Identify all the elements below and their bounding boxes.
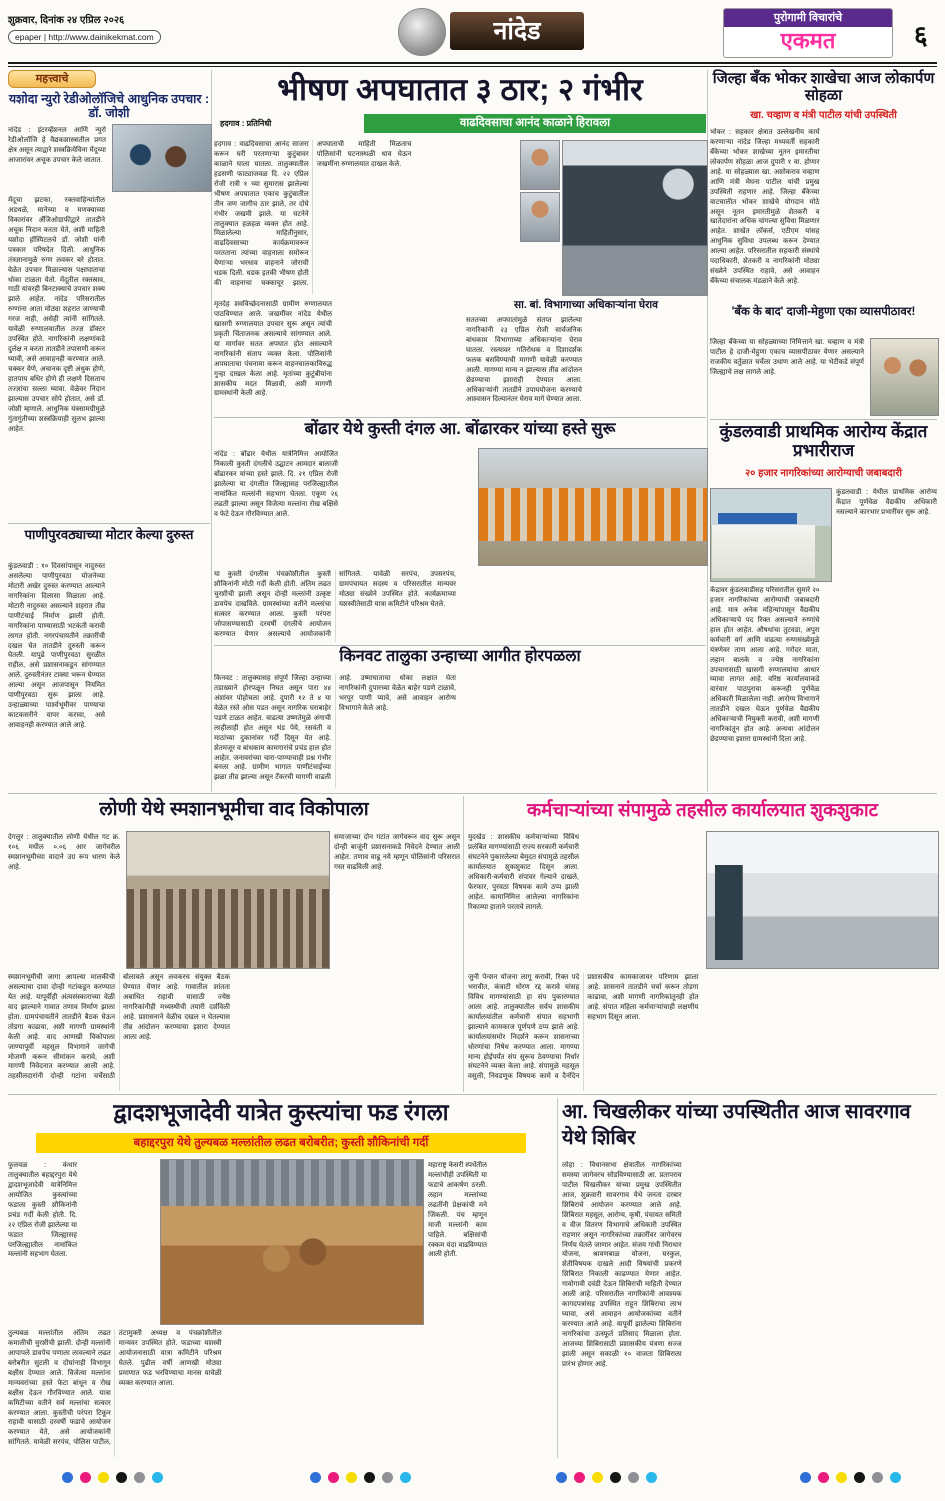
page-number: ६ — [914, 20, 928, 50]
registration-dots — [800, 1472, 901, 1483]
color-dot — [610, 1472, 621, 1483]
color-dot — [382, 1472, 393, 1483]
article-loni-dispute[interactable] — [8, 795, 460, 1093]
bank-subhead: खा. चव्हाण व मंत्री पाटील यांची उपस्थिती — [750, 110, 897, 121]
article-kinwat-heat[interactable] — [214, 648, 706, 790]
color-dot — [628, 1472, 639, 1483]
article-body: महाराष्ट्र केसरी स्पर्धेतील मल्लांचीही उपस्थिती या फडाचे आकर्षण ठरली. लहान मल्लांच्या लढतींनी प्रेक्षकांची मने जिंकली. पंच म्हणून माजी मल्लांनी काम पाहिले. बक्षिसांची रक्कम यंदा वाढविण्यात आली होती. — [428, 1162, 487, 1259]
article-body: कुंडलवाडी : १० दिवसांपासून नादुरुस्त असलेल्या पाणीपुरवठा योजनेच्या मोटारी अखेर दुरुस्त करण्यात आल्याने नागरिकांना दिलासा मिळाला आहे. मोटारी नादुरुस्त असल्याने शहरात तीव्र पाणीटंचाई निर्माण झाली होती. नागरिकांना पाण्यासाठी भटकंती करावी लागत होती. नगरपंचायतीने तक्रारींची दखल घेत तातडीने दुरुस्ती करून घेतली. यापुढे पाणीपुरवठा सुरळीत राहील, असे प्रशासनाकडून सांगण्यात आले. दुरुस्तीनंतर टाक्या भरून घेण्यात आल्या असून आजपासून नियमित पाणीपुरवठा सुरू झाला आहे. उन्हाळ्याच्या पार्श्वभूमीवर पाण्याचा काटकसरीने वापर करावा, असे आवाहनही करण्यात आले आहे. — [8, 563, 105, 729]
lead-headline: भीषण अपघातात ३ ठार; २ गंभीर — [277, 72, 643, 107]
color-dot — [800, 1472, 811, 1483]
brand-box — [723, 8, 893, 58]
masthead-city: नांदेड — [450, 12, 584, 50]
article-accident-lead[interactable] — [214, 72, 706, 416]
lead-dateline: हदगाव : प्रतिनिधी — [220, 119, 272, 128]
camp-headline: आ. चिखलीकर यांच्या उपस्थितीत आज सावरगाव येथे शिबिर — [562, 1101, 911, 1149]
kinwat-headline: किनवट तालुका उन्हाच्या आगीत होरपळला — [339, 648, 581, 665]
motor-headline: पाणीपुरवठ्याच्या मोटार केल्या दुरुस्त — [24, 527, 194, 542]
color-dot — [310, 1472, 321, 1483]
color-dot — [890, 1472, 901, 1483]
health-centre-photo — [710, 488, 832, 582]
bank-sub-headline: 'बँक के बाद' दाजी-मेहुणा एका व्यासपीठावर! — [731, 306, 916, 318]
row-rule — [214, 417, 706, 418]
doctor-press-photo — [112, 124, 212, 192]
date-line: शुक्रवार, दिनांक २४ एप्रिल २०२६ — [8, 15, 125, 26]
article-body: नांदेड : इंटरव्हेंशनल आणि न्युरो रेडीओलॉजि हे वैद्यकशास्त्रातील प्रगत क्षेत्र असून त्याद्वारे शस्त्रक्रियेविना मेंदूच्या आजारांवर अचूक उपचार केले जातात. — [8, 127, 106, 164]
gherao-inset-headline: सा. बां. विभागाच्या अधिकाऱ्यांना घेराव — [514, 299, 658, 311]
article-tehsil-strike[interactable] — [468, 795, 937, 1093]
color-dot — [328, 1472, 339, 1483]
article-health-centre[interactable] — [710, 422, 937, 790]
article-body: सततच्या अपघातांमुळे संतप्त झालेल्या नागरिकांनी २३ एप्रिल रोजी सार्वजनिक बांधकाम विभागाच्या अधिकाऱ्यांना घेराव घातला. रस्त्यावर गतिरोधक व दिशादर्शक फलक बसविण्याची मागणी यावेळी करण्यात आली. मागण्या मान्य न झाल्यास तीव्र आंदोलन छेडण्याचा इशाराही देण्यात आला. अधिकाऱ्यांनी तातडीने उपाययोजना करण्याचे आश्वासन दिल्यानंतर घेराव मागे घेण्यात आला. — [466, 316, 582, 404]
bank-headline: जिल्हा बँक भोकर शाखेचा आज लोकार्पण सोहळा — [712, 70, 935, 105]
header-rule — [8, 62, 937, 67]
color-dot — [574, 1472, 585, 1483]
yatra-headline: द्वादशभूजादेवी यात्रेत कुस्त्यांचा फड रंगला — [113, 1099, 449, 1125]
color-dot — [400, 1472, 411, 1483]
color-dot — [854, 1472, 865, 1483]
color-dot — [346, 1472, 357, 1483]
kusti-opening-photo — [478, 448, 708, 566]
article-body: तुल्यबळ मल्लांतील अंतिम लढत कमालीची चुरशीची झाली. दोन्ही मल्लांनी आपापले डावपेच पणाला लावल्याने लढत बरोबरीत सुटली व दोघांनाही विभागून बक्षीस देण्यात आले. विजेत्या मल्लांना मान्यवरांच्या हस्ते फेटा बांधून व रोख बक्षीस देऊन गौरविण्यात आले. यात्रा कमिटीच्या वतीने सर्व मल्लांचा सत्कार करण्यात आला. कुस्तीची परंपरा टिकून राहावी यासाठी दरवर्षी फडाचे आयोजन करण्यात येते, असे आयोजकांनी सांगितले. यावेळी सरपंच, पोलिस पाटील, तंटामुक्ती अध्यक्ष व पंचक्रोशीतील मान्यवर उपस्थित होते. फडाच्या यशस्वी आयोजनासाठी यात्रा कमिटीने परिश्रम घेतले. पुढील वर्षी आणखी मोठ्या प्रमाणात फड भरविण्याचा मानस यावेळी व्यक्त करण्यात आला. — [8, 1330, 222, 1447]
color-dot — [134, 1472, 145, 1483]
bank-guests-photo — [870, 338, 939, 416]
color-dot — [80, 1472, 91, 1483]
row-rule — [8, 523, 210, 524]
article-savargaon-camp[interactable] — [562, 1097, 937, 1459]
color-dot — [98, 1472, 109, 1483]
article-yatra-wrestling[interactable] — [8, 1097, 554, 1459]
color-dot — [818, 1472, 829, 1483]
color-dot — [116, 1472, 127, 1483]
row-rule — [214, 645, 706, 646]
yashoda-headline: यशोदा न्युरो रेडीओलॉजिचे आधुनिक उपचार : डॉ. जोशी — [8, 92, 210, 121]
article-water-motor[interactable] — [8, 528, 210, 790]
lead-kicker: वाढदिवसाचा आनंद काळाने हिरावला — [364, 114, 706, 133]
color-dot — [872, 1472, 883, 1483]
article-bank-inauguration[interactable] — [710, 70, 937, 418]
color-dot — [152, 1472, 163, 1483]
brand-tagline: पुरोगामी विचारांचे — [724, 9, 892, 27]
column-rule — [557, 1098, 558, 1458]
article-body: केंद्रावर कुंडलवाडीसह परिसरातील सुमारे २० हजार नागरिकांच्या आरोग्याची जबाबदारी आहे. मात्र अनेक महिन्यांपासून वैद्यकीय अधिकाऱ्याचे पद रिक्त असल्याने रुग्णांचे हाल होत आहेत. औषधांचा तुटवडा, अपुरा कर्मचारी वर्ग आणि वाढत्या रुग्णसंख्येमुळे यंत्रणेवर ताण आला आहे. गरोदर माता, लहान बालके व ज्येष्ठ नागरिकांना उपचारासाठी खासगी रुग्णालयांचा आधार घ्यावा लागत आहे. वरिष्ठ कार्यालयाकडे वारंवार पाठपुरावा करूनही पूर्णवेळ अधिकारी मिळालेला नाही. आरोग्य विभागाने तातडीने दखल घेऊन पूर्णवेळ वैद्यकीय अधिकाऱ्याची नियुक्ती करावी, अशी मागणी नागरिकांतून होत आहे. अन्यथा आंदोलन छेडण्याचा इशारा ग्रामस्थांनी दिला आहे. — [710, 587, 820, 744]
article-body: कुंडलवाडी : येथील प्राथमिक आरोग्य केंद्रात पूर्णवेळ वैद्यकीय अधिकारी नसल्याने कारभार प्रभारींवर सुरू आहे. — [836, 489, 937, 516]
article-body: स्मशानभूमीची जागा आपल्या मालकीची असल्याचा दावा दोन्ही गटांकडून करण्यात येत आहे. यापूर्वीही अंत्यसंस्काराच्या वेळी वाद झाल्याने गावात तणाव निर्माण झाला होता. ग्रामपंचायतीने तातडीने बैठक घेऊन तोडगा काढावा, अशी मागणी ग्रामस्थांनी केली आहे. वाद आणखी विकोपाला जाण्यापूर्वी महसूल विभागाने जागेची मोजणी करून सीमांकन करावे, अशी मागणी निवेदनात करण्यात आली आहे. तहसीलदारांनी दोन्ही गटांना चर्चेसाठी बोलावले असून लवकरच संयुक्त बैठक घेण्यात येणार आहे. गावातील शांतता अबाधित राहावी यासाठी ज्येष्ठ नागरिकांनीही मध्यस्थीची तयारी दर्शविली आहे. प्रशासनाने वेळीच दखल न घेतल्यास तीव्र आंदोलन करण्याचा इशारा देण्यात आला आहे. — [8, 974, 230, 1081]
row-rule — [8, 793, 937, 794]
row-rule — [710, 419, 937, 420]
article-body: फुलवळ : कंधार तालुक्यातील बहाद्दरपुरा येथे द्वादशभूजादेवी यात्रेनिमित्त आयोजित कुस्त्यांच्या फडाला कुस्ती शौकिनांनी प्रचंड गर्दी केली होती. दि. २२ एप्रिल रोजी झालेल्या या फडात जिल्ह्यासह परजिल्ह्यातील नामांकित मल्लांनी सहभाग घेतला. — [8, 1162, 77, 1259]
article-yashoda-neuro[interactable] — [8, 70, 210, 522]
yatra-kicker: बहाद्दरपुरा येथे तुल्यबळ मल्लांतील लढत बरोबरीत; कुस्ती शौकिनांची गर्दी — [36, 1133, 526, 1153]
row-rule — [8, 1094, 937, 1095]
loni-crowd-photo — [126, 831, 330, 969]
article-body: नांदेड : बोंढार येथील यात्रेनिमित्त आयोजित निकाली कुस्ती दंगलीचे उद्घाटन आमदार बालाजी बोंढारकर यांच्या हस्ते झाले. दि. २१ एप्रिल रोजी झालेल्या या दंगलीत जिल्ह्यासह परजिल्ह्यातील नामांकित मल्लांनी सहभाग घेतला. एकूण २६ लढती झाल्या असून विजेत्या मल्लांना रोख बक्षिसे व फेटे देऊन गौरविण्यात आले. — [214, 451, 338, 518]
health-headline: कुंडलवाडी प्राथमिक आरोग्य केंद्रात प्रभारीराज — [719, 422, 928, 461]
color-dot — [646, 1472, 657, 1483]
color-dot — [364, 1472, 375, 1483]
gherao-inset — [466, 300, 706, 416]
article-body: हदगाव : वाढदिवसाचा आनंद साजरा करून घरी परतणाऱ्या कुटुंबावर काळाने घाला घातला. तालुक्यातील हडसणी फाट्याजवळ दि. २२ एप्रिल रोजी रात्री १ च्या सुमारास झालेल्या भीषण अपघातात एकाच कुटुंबातील तीन जण जागीच ठार झाले, तर दोघे गंभीर जखमी झाले. या घटनेने तालुक्यात हळहळ व्यक्त होत आहे. मिळालेल्या माहितीनुसार, वाढदिवसाच्या कार्यक्रमावरून परतताना त्यांच्या वाहनाला समोरून येणाऱ्या भरधाव वाहनाने जोराची धडक दिली. धडक इतकी भीषण होती की वाहनाचा चक्काचूर झाला. अपघाताची माहिती मिळताच पोलिसांनी घटनास्थळी धाव घेऊन जखमींना रुग्णालयात दाखल केले. — [214, 141, 412, 288]
registration-dots — [310, 1472, 411, 1483]
article-body: या कुस्ती दंगलीस पंचक्रोशीतील कुस्ती शौकिनांनी मोठी गर्दी केली होती. अंतिम लढत चुरशीची झाली असून दोन्ही मल्लांनी उत्कृष्ट डावपेच दाखविले. ग्रामस्थांच्या वतीने मल्लांचा सत्कार करण्यात आला. कुस्ती परंपरा जोपासण्यासाठी दरवर्षी दंगलीचे आयोजन करण्यात येणार असल्याचे आयोजकांनी सांगितले. यावेळी सरपंच, उपसरपंच, ग्रामपंचायत सदस्य व परिसरातील मान्यवर मोठ्या संख्येने उपस्थित होते. कार्यक्रमाच्या यशस्वीतेसाठी यात्रा कमिटीने परिश्रम घेतले. — [214, 571, 456, 638]
article-body: किनवट : तालुक्यासह संपूर्ण जिल्हा उन्हाच्या तडाख्याने होरपळून निघत असून पारा ४४ अंशांवर पोहोचला आहे. दुपारी १२ ते ४ या वेळेत रस्ते ओस पडत असून नागरिक घराबाहेर पडणे टाळत आहेत. वाढत्या उष्णतेमुळे अंगाची लाहीलाही होत असून थंड पेये, रसवंती व माठांच्या दुकानांवर गर्दी दिसून येत आहे. शेतमजूर व बांधकाम कामगारांचे प्रचंड हाल होत आहेत. जनावरांच्या चारा-पाण्याचाही प्रश्न गंभीर बनला आहे. ग्रामीण भागात पाणीटंचाईच्या झळा तीव्र झाल्या असून टँकरची मागणी वाढली आहे. उष्माघाताचा धोका लक्षात घेता नागरिकांनी दुपारच्या वेळेत बाहेर पडणे टाळावे, भरपूर पाणी प्यावे, असे आवाहन आरोग्य विभागाने केले आहे. — [214, 675, 456, 782]
article-body: समाजाच्या दोन गटांत जागेवरून वाद सुरू असून दोन्ही बाजूंनी प्रशासनाकडे निवेदने देण्यात आली आहेत. तणाव वाढू नये म्हणून पोलिसांनी परिसरात गस्त वाढविली आहे. — [334, 834, 460, 871]
article-body: भोकर : सहकार क्षेत्रात उल्लेखनीय कार्य करणाऱ्या नांदेड जिल्हा मध्यवर्ती सहकारी बँकेच्या भोकर शाखेच्या नूतन इमारतीचा लोकार्पण सोहळा आज दुपारी १ वा. होणार आहे. या सोहळ्यास खा. अशोकराव चव्हाण आणि मंत्री मेघना पाटील यांची प्रमुख उपस्थिती राहणार आहे. जिल्हा बँकेच्या वाटचालीत भोकर शाखेचे योगदान मोठे असून नूतन इमारतीमुळे शेतकरी व खातेदारांना अधिक चांगल्या सुविधा मिळणार आहेत. शाखेत लॉकर्स, एटीएम यांसह आधुनिक सुविधा उपलब्ध करून देण्यात आल्या आहेत. परिसरातील सहकारी संस्थांचे पदाधिकारी, शेतकरी व नागरिकांनी मोठ्या संख्येने उपस्थित राहावे, असे आवाहन बँकेच्या संचालक मंडळाने केले आहे. — [710, 129, 820, 286]
color-dot — [62, 1472, 73, 1483]
victim-portrait-photo — [520, 140, 560, 190]
article-body: लोहा : विधानसभा क्षेत्रातील नागरिकांच्या समस्या जागेवरच सोडविण्यासाठी आ. प्रतापराव पाटील चिखलीकर यांच्या प्रमुख उपस्थितीत आज, शुक्रवारी सावरगाव येथे जनता दरबार शिबिराचे आयोजन करण्यात आले आहे. शिबिरात महसूल, आरोग्य, कृषी, पंचायत समिती व वीज वितरण विभागाचे अधिकारी उपस्थित राहणार असून नागरिकांच्या तक्रारींवर जागेवरच निर्णय घेतले जाणार आहेत. संजय गांधी निराधार योजना, श्रावणबाळ योजना, घरकुल, शेतीविषयक दाखले आदी विषयांची प्रकरणे शिबिरात निकाली काढण्यात येणार आहेत. गावोगावी दवंडी देऊन शिबिराची माहिती देण्यात आली आहे. परिसरातील नागरिकांनी आवश्यक कागदपत्रांसह उपस्थित राहून शिबिराचा लाभ घ्यावा, असे आवाहन आयोजकांच्या वतीने करण्यात आले आहे. यापूर्वी झालेल्या शिबिरांना नागरिकांचा उत्स्फूर्त प्रतिसाद मिळाला होता. आजच्या शिबिरासाठी प्रशासकीय यंत्रणा सज्ज झाली असून सकाळी १० वाजता शिबिराला प्रारंभ होणार आहे. — [562, 1162, 682, 1368]
important-label: महत्त्वाचे — [8, 70, 96, 88]
wrestling-bout-photo — [160, 1159, 424, 1325]
strike-headline: कर्मचाऱ्यांच्या संपामुळे तहसील कार्यालयात शुकशुकाट — [527, 799, 878, 820]
brand-name: एकमत — [780, 28, 836, 53]
tehsil-office-photo — [706, 831, 939, 969]
registration-dots — [62, 1472, 163, 1483]
masthead-logo-image — [398, 8, 446, 56]
color-dot — [836, 1472, 847, 1483]
loni-headline: लोणी येथे स्मशानभूमीचा वाद विकोपाला — [99, 799, 369, 820]
article-kusti-dangal[interactable] — [214, 420, 706, 644]
page-header-left — [8, 12, 218, 45]
color-dot — [556, 1472, 567, 1483]
color-dot — [592, 1472, 603, 1483]
column-rule — [463, 796, 464, 1092]
victim-portrait-photo — [520, 192, 560, 242]
health-subhead: २० हजार नागरिकांच्या आरोग्याची जबाबदारी — [744, 468, 903, 479]
article-body: मुदखेड : शासकीय कर्मचाऱ्यांच्या विविध प्रलंबित मागण्यांसाठी राज्य सरकारी कर्मचारी संघटनेने पुकारलेल्या बेमुदत संपामुळे तहसील कार्यालयात शुकशुकाट दिसून आला. अधिकारी-कर्मचारी संपावर गेल्याने दाखले, फेरफार, पुरवठा विषयक कामे ठप्प झाली आहेत. कामानिमित्त आलेल्या नागरिकांना रिकाम्या हाताने परतावे लागले. — [468, 834, 580, 911]
article-body: जिल्हा बँकेच्या या सोहळ्याच्या निमित्ताने खा. चव्हाण व मंत्री पाटील हे दाजी-मेहुणा एकाच व्यासपीठावर येणार असल्याने राजकीय वर्तुळात चर्चेला उधाण आले आहे. या भेटीकडे संपूर्ण जिल्ह्याचे लक्ष लागले आहे. — [710, 339, 864, 376]
article-body: देगलूर : तालुक्यातील लोणी येथील गट क्र. १०६ मधील ०.०६ आर जागेवरील स्मशानभूमीच्या वादाने उग्र रूप धारण केले आहे. — [8, 834, 120, 871]
accident-photo-collage — [520, 140, 706, 294]
article-body: मेंदूचा झटका, रक्तवाहिन्यांतील अडथळे, मानेच्या व मणक्याच्या विकारांवर अँजिओग्राफीद्वारे तातडीने अचूक निदान करता येते, अशी माहिती यशोदा हॉस्पिटलचे डॉ. जोशी यांनी पत्रकार परिषदेत दिली. आधुनिक तंत्रज्ञानामुळे रुग्ण लवकर बरे होतात. वेळेत उपचार मिळाल्यास पक्षाघाताचा धोका टाळता येतो. मेंदूतील रक्तस्राव, गाठी यांवरही बिनटाक्याचे उपचार शक्य झाले आहेत. नांदेड परिसरातील रुग्णांना आता मोठ्या शहरात जाण्याची गरज नाही, असेही त्यांनी सांगितले. यावेळी रुग्णालयातील तज्ज्ञ डॉक्टर उपस्थित होते. नागरिकांनी लक्षणांकडे दुर्लक्ष न करता तातडीने तपासणी करून घ्यावी, असे आवाहनही करण्यात आले. चक्कर येणे, अचानक दृष्टी अंधुक होणे, हातपाय बधिर होणे ही लक्षणे दिसताच तज्ज्ञांचा सल्ला घ्यावा. वेळेवर निदान झाल्यास उपचार सोपे होतात, असे डॉ. जोशी म्हणाले. आधुनिक यंत्रसामग्रीमुळे गुंतागुंतीच्या शस्त्रक्रियाही सुलभ झाल्या आहेत. — [8, 197, 105, 433]
article-body: मृतदेह शवविच्छेदनासाठी ग्रामीण रुग्णालयात पाठविण्यात आले. जखमींवर नांदेड येथील खासगी रुग्णालयात उपचार सुरू असून त्यांची प्रकृती चिंताजनक असल्याचे सांगण्यात आले. या मार्गावर सतत अपघात होत असल्याने नागरिकांनी संताप व्यक्त केला. पोलिसांनी अपघाताचा पंचनामा करून वाहनचालकाविरुद्ध गुन्हा दाखल केला आहे. मृतांच्या कुटुंबीयांना शासकीय मदत मिळावी, अशी मागणी ग्रामस्थांनी केली आहे. — [214, 301, 332, 398]
epaper-url[interactable]: epaper | http://www.dainikekmat.com — [8, 30, 161, 44]
accident-vehicle-photo — [562, 140, 708, 296]
kusti-headline: बोंढार येथे कुस्ती दंगल आ. बोंढारकर यांच्या हस्ते सुरू — [304, 420, 616, 438]
article-body: जुनी पेन्शन योजना लागू करावी, रिक्त पदे भरावीत, कंत्राटी धोरण रद्द करावे यांसह विविध मागण्यांसाठी हा संप पुकारण्यात आला आहे. तालुक्यातील सर्वच शासकीय कार्यालयांतील कर्मचारी संपात सहभागी झाल्याने कामकाज पूर्णपणे ठप्प झाले आहे. कार्यालयांसमोर निदर्शने करून शासनाच्या धोरणांचा निषेध करण्यात आला. मागण्या मान्य होईपर्यंत संप सुरूच ठेवण्याचा निर्धार संघटनेने व्यक्त केला आहे. संपामुळे महसूल वसुली, निवडणूक विषयक कामे व दैनंदिन प्रशासकीय कामकाजावर परिणाम झाला आहे. शासनाने तातडीने चर्चा करून तोडगा काढावा, अशी मागणी नागरिकांतूनही होत आहे. संपात महिला कर्मचाऱ्यांचाही लक्षणीय सहभाग दिसून आला. — [468, 974, 699, 1081]
registration-dots — [556, 1472, 657, 1483]
